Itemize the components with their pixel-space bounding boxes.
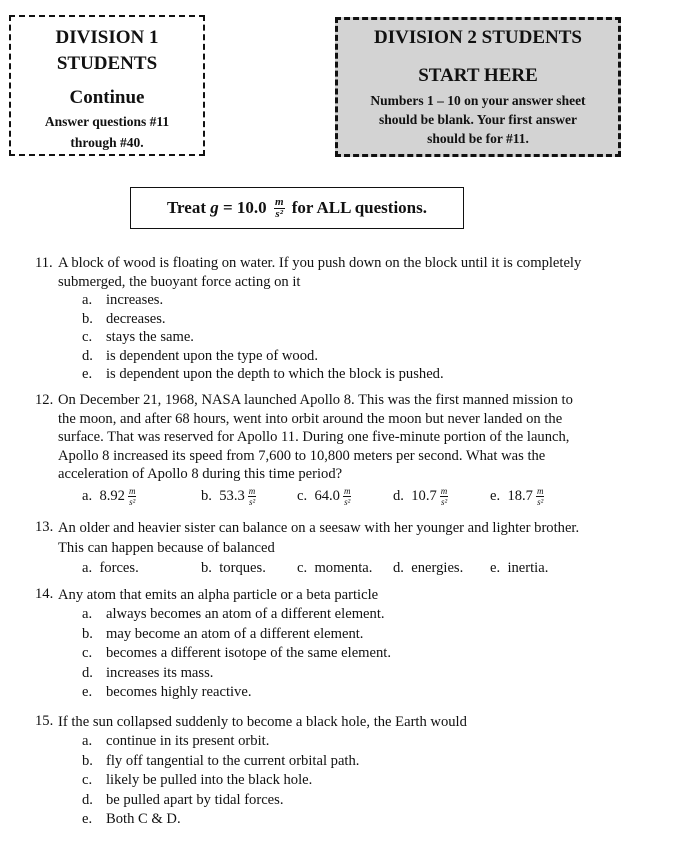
question-number: 11. xyxy=(35,255,53,271)
option-text: may become an atom of a different element. xyxy=(106,625,364,642)
question-text-line: On December 21, 1968, NASA launched Apollo 8. This was the first manned mission to xyxy=(58,392,573,408)
question-number: 15. xyxy=(35,713,54,729)
option-letter: d. xyxy=(82,664,93,681)
question-text-line: acceleration of Apollo 8 during this time period? xyxy=(58,466,343,482)
option-letter: b. xyxy=(82,310,93,327)
option xyxy=(35,310,645,329)
unit-numerator: m xyxy=(274,195,284,208)
option-text: likely be pulled into the black hole. xyxy=(106,772,313,788)
option-value: 64.0 xyxy=(314,487,340,504)
option-letter: b. xyxy=(82,625,93,642)
option xyxy=(35,291,645,310)
option xyxy=(35,791,645,811)
option xyxy=(35,683,645,703)
question-13 xyxy=(35,518,645,580)
option-letter: a. xyxy=(82,606,93,622)
question-text-line: the moon, and after 68 hours, went into orbit around the moon but never landed on the xyxy=(58,410,563,427)
division2-instruction-line2: should be blank. Your first answer xyxy=(378,112,578,127)
division2-title: DIVISION 2 STUDENTS xyxy=(373,27,582,48)
option-value: 53.3 xyxy=(219,487,245,504)
option-letter: c. xyxy=(297,560,308,576)
option-text: momenta. xyxy=(314,560,373,576)
unit-numerator: m xyxy=(248,485,256,496)
gravity-note-prefix: Treat xyxy=(166,198,211,217)
option-letter: d. xyxy=(82,347,93,364)
option-value: 18.7 xyxy=(507,487,533,504)
option xyxy=(35,732,645,752)
option-unit xyxy=(343,486,352,507)
division1-instruction-line2: through #40. xyxy=(70,135,144,150)
question-14 xyxy=(35,585,645,703)
division2-box xyxy=(335,17,621,157)
option-letter: d. xyxy=(393,487,404,504)
option xyxy=(35,771,645,791)
option-text: Both C & D. xyxy=(106,811,181,827)
question-text-line: If the sun collapsed suddenly to become a black hole, the Earth would xyxy=(58,714,467,730)
option-text: be pulled apart by tidal forces. xyxy=(106,791,284,808)
option-letter: e. xyxy=(490,487,501,504)
option-text: becomes highly reactive. xyxy=(106,684,252,700)
gravity-note-box xyxy=(130,187,464,229)
question-11 xyxy=(35,254,645,384)
option xyxy=(201,559,266,578)
option xyxy=(35,752,645,772)
option-letter: a. xyxy=(82,733,93,749)
division1-continue: Continue xyxy=(69,87,145,108)
option-text: becomes a different isotope of the same element. xyxy=(106,645,392,661)
option xyxy=(393,486,451,507)
division2-instructions xyxy=(345,91,611,148)
gravity-note-suffix: for ALL questions. xyxy=(287,198,428,217)
option-letter: e. xyxy=(82,811,93,827)
division1-instruction-line1: Answer questions #11 xyxy=(44,114,170,129)
division2-start-here: START HERE xyxy=(418,65,538,86)
option xyxy=(490,559,548,578)
option-letter: b. xyxy=(82,752,93,769)
question-text-line: surface. That was reserved for Apollo 11. During one five-minute portion of the launch, xyxy=(58,429,570,445)
option-letter: c. xyxy=(82,645,93,661)
option-row xyxy=(35,484,645,508)
option xyxy=(35,605,645,625)
option xyxy=(393,559,463,578)
option-unit xyxy=(440,486,449,507)
option-text: is dependent upon the depth to which the block is pushed. xyxy=(106,366,444,382)
option-letter: a. xyxy=(82,560,93,576)
option xyxy=(490,486,547,507)
question-15 xyxy=(35,712,645,830)
option-letter: c. xyxy=(82,772,93,788)
option-text: torques. xyxy=(219,560,266,576)
option-text: increases its mass. xyxy=(106,664,214,681)
question-number: 14. xyxy=(35,586,54,602)
option-text: decreases. xyxy=(106,310,166,327)
option-value: 10.7 xyxy=(411,487,437,504)
option xyxy=(82,486,139,507)
option-row xyxy=(35,558,645,580)
option xyxy=(35,347,645,366)
unit-numerator: m xyxy=(536,485,544,496)
question-text-line: Any atom that emits an alpha particle or a beta particle xyxy=(58,587,379,603)
option-text: continue in its present orbit. xyxy=(106,733,270,749)
option xyxy=(35,625,645,645)
option-letter: b. xyxy=(201,487,212,504)
unit-denominator: s² xyxy=(440,496,448,507)
question-text-line: submerged, the buoyant force acting on it xyxy=(58,273,301,290)
option xyxy=(35,328,645,347)
option xyxy=(297,559,372,578)
option-unit xyxy=(536,486,545,507)
option-text: fly off tangential to the current orbital path. xyxy=(106,752,360,769)
question-text-line: This can happen because of balanced xyxy=(58,540,275,556)
option xyxy=(297,486,354,507)
unit-denominator: s² xyxy=(275,207,284,220)
question-number: 13. xyxy=(35,519,54,535)
option-text: inertia. xyxy=(507,560,549,576)
option-text: energies. xyxy=(411,560,464,576)
unit-denominator: s² xyxy=(537,496,544,507)
division1-title-line2: STUDENTS xyxy=(56,53,158,74)
option-letter: d. xyxy=(82,791,93,808)
option xyxy=(35,365,645,384)
unit-numerator: m xyxy=(128,485,136,496)
division2-instruction-line1: Numbers 1 – 10 on your answer sheet xyxy=(370,93,586,108)
gravity-unit xyxy=(274,197,285,220)
option-text: increases. xyxy=(106,292,164,308)
option-unit xyxy=(248,486,257,507)
option xyxy=(35,644,645,664)
option-text: is dependent upon the type of wood. xyxy=(106,347,318,364)
gravity-value: = 10.0 xyxy=(218,198,271,217)
division1-box xyxy=(9,15,205,156)
option-value: 8.92 xyxy=(99,487,125,504)
unit-numerator: m xyxy=(440,485,448,496)
option-letter: a. xyxy=(82,487,93,504)
option xyxy=(201,486,259,507)
question-number: 12. xyxy=(35,392,54,408)
question-text-line: A block of wood is floating on water. If you push down on the block until it is completely xyxy=(58,255,582,271)
question-text-line: An older and heavier sister can balance on a seesaw with her younger and lighter brother. xyxy=(58,520,580,536)
question-12 xyxy=(35,391,645,508)
question-text-line: Apollo 8 increased its speed from 7,600 to 10,800 meters per second. What was the xyxy=(58,447,546,464)
option-letter: e. xyxy=(490,560,501,576)
unit-denominator: s² xyxy=(248,496,256,507)
option-text: stays the same. xyxy=(106,329,194,345)
unit-denominator: s² xyxy=(129,496,136,507)
gravity-symbol: g xyxy=(210,198,219,217)
option-letter: d. xyxy=(393,560,404,576)
option xyxy=(35,810,645,830)
option-letter: c. xyxy=(297,487,308,504)
option-text: forces. xyxy=(99,560,139,576)
option xyxy=(82,559,139,578)
option-letter: a. xyxy=(82,292,93,308)
division2-instruction-line3: should be for #11. xyxy=(427,131,529,146)
unit-denominator: s² xyxy=(344,496,351,507)
option-letter: e. xyxy=(82,684,93,700)
option-letter: c. xyxy=(82,329,93,345)
division1-title-line1: DIVISION 1 xyxy=(55,27,159,48)
option-text: always becomes an atom of a different element. xyxy=(106,606,385,622)
option xyxy=(35,664,645,684)
option-letter: b. xyxy=(201,560,212,576)
option-letter: e. xyxy=(82,366,93,382)
option-unit xyxy=(128,486,137,507)
unit-numerator: m xyxy=(343,485,351,496)
